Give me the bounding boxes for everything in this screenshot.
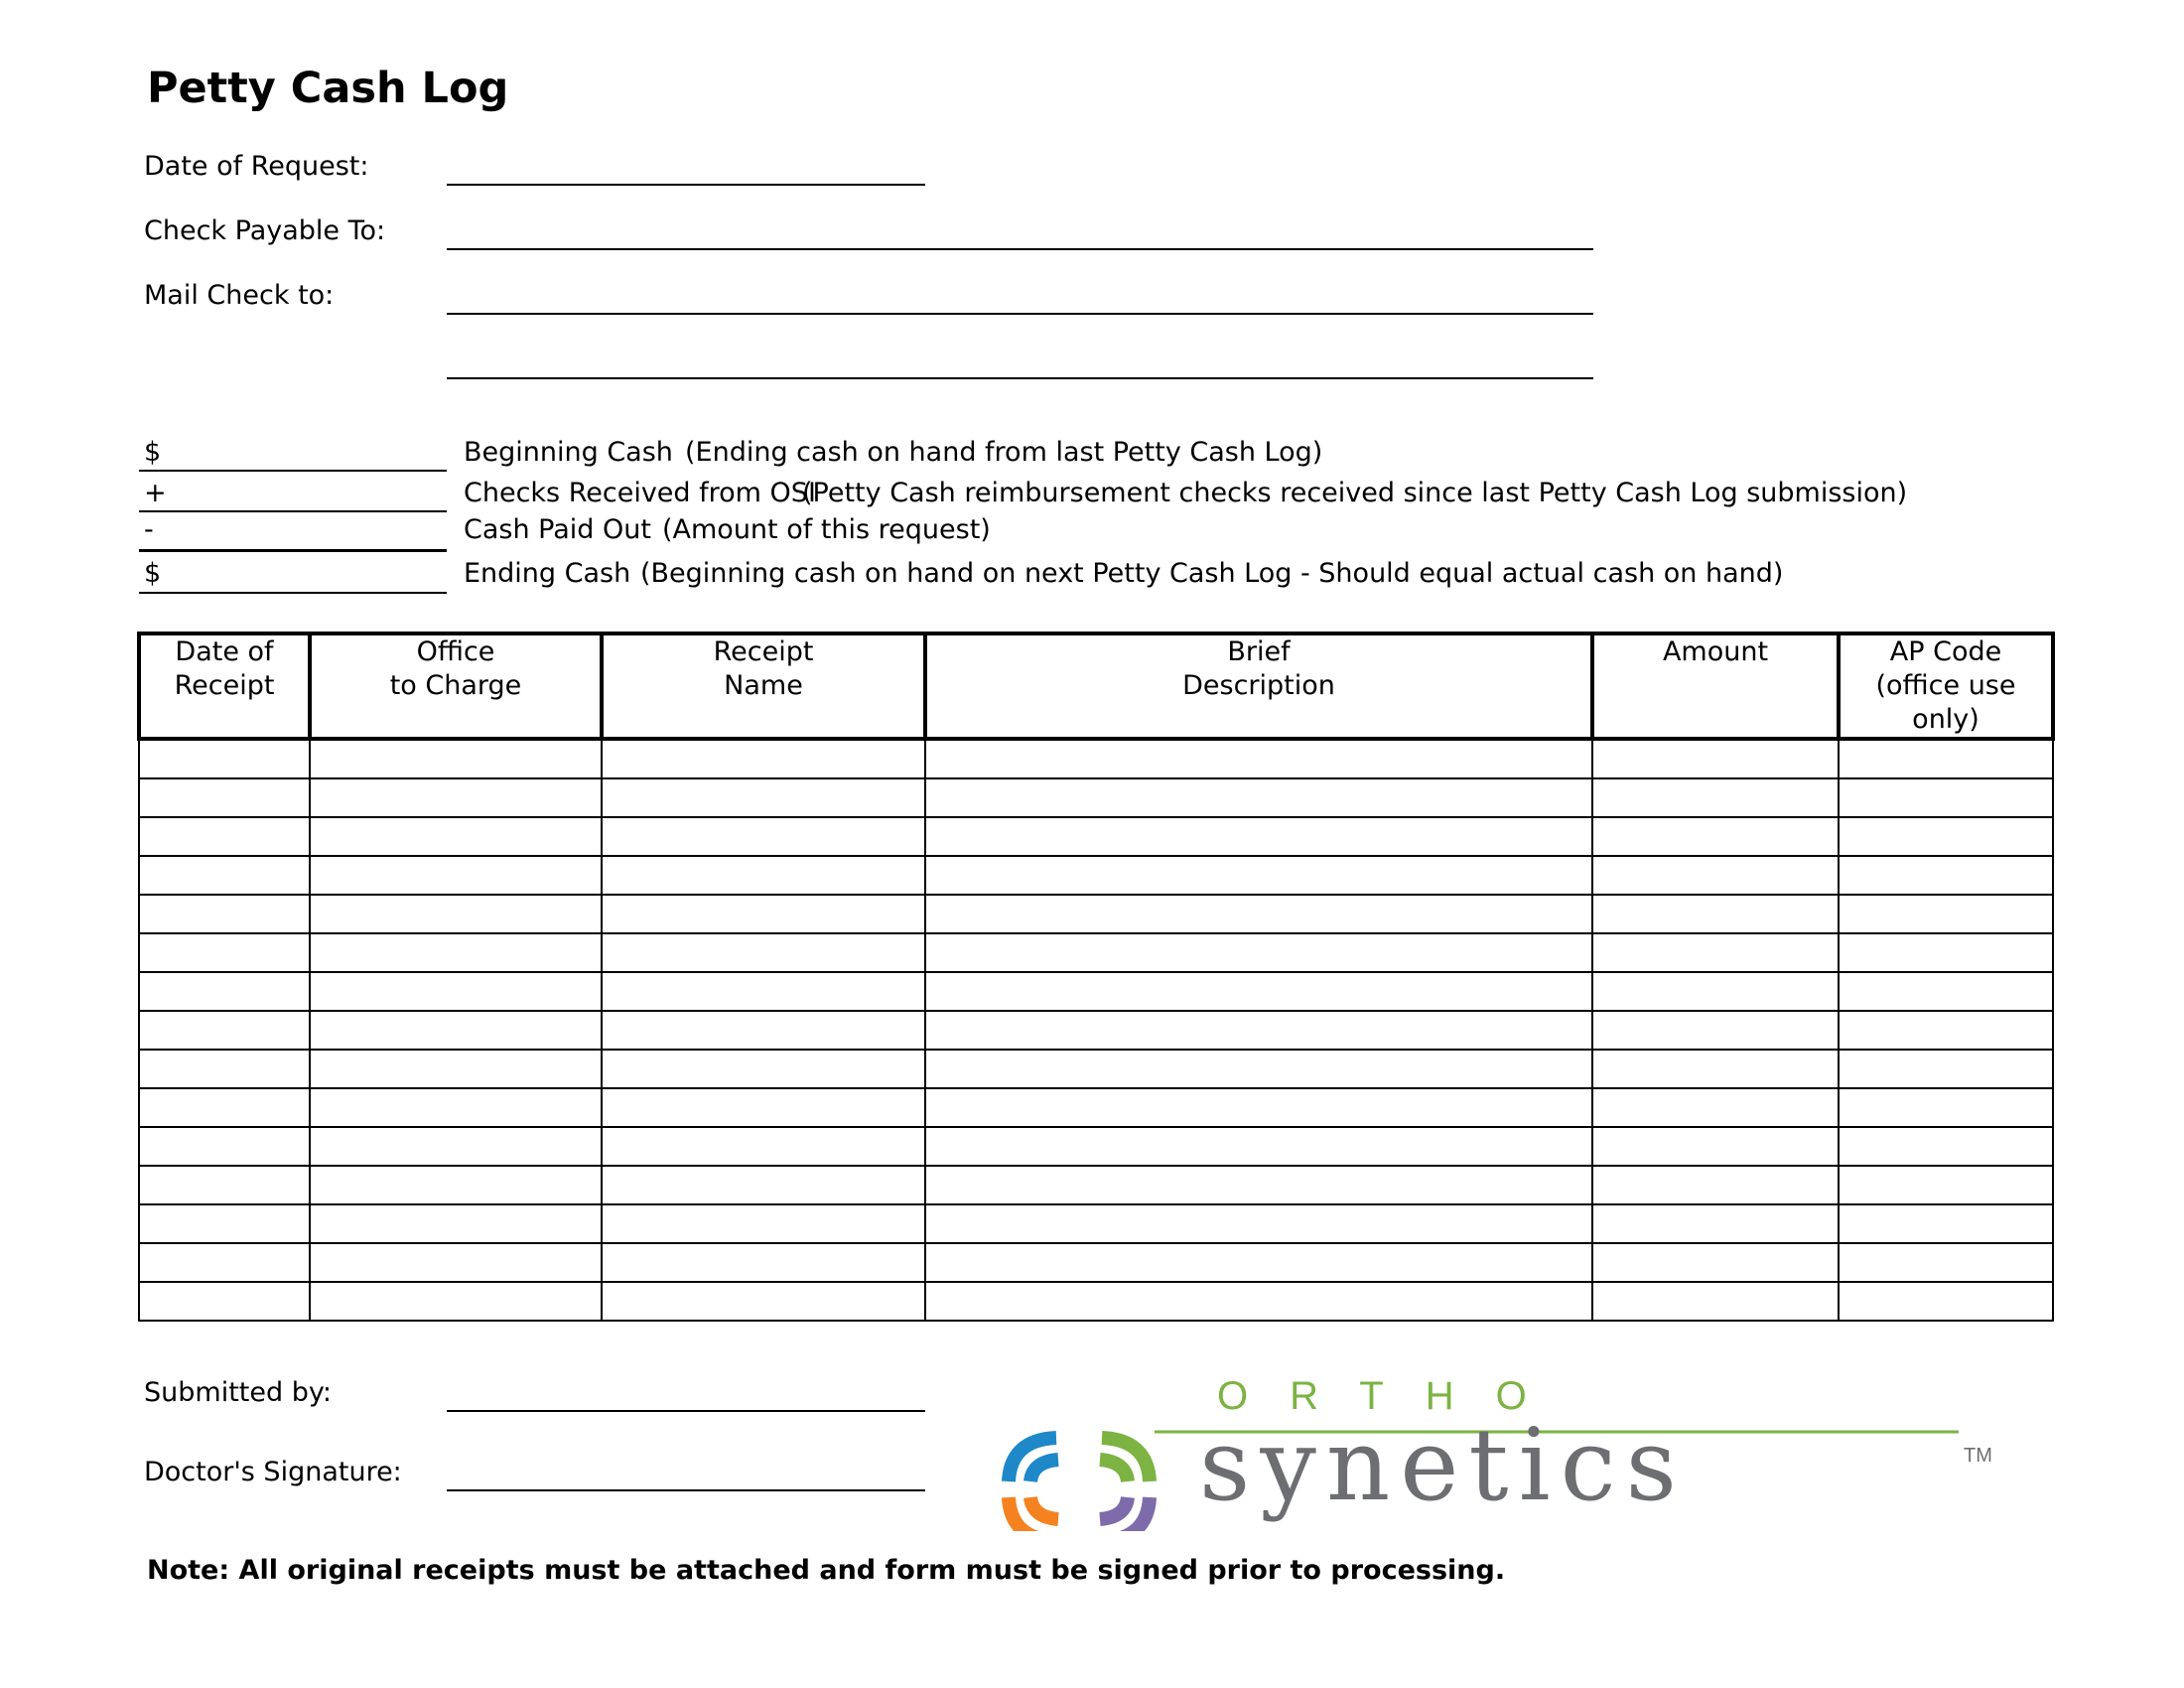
date-of-request-label: Date of Request:	[144, 151, 369, 182]
cell-ap-code[interactable]	[1839, 1166, 2053, 1204]
cell-receipt-name[interactable]	[602, 1204, 925, 1243]
column-header-amount: Amount	[1592, 633, 1839, 739]
cell-receipt-name[interactable]	[602, 1166, 925, 1204]
mail-check-to-field-line-2[interactable]	[447, 377, 1593, 379]
cell-amount[interactable]	[1592, 972, 1839, 1011]
petty-cash-table	[137, 632, 2055, 1322]
column-header-ap-code: AP Code (office use only)	[1839, 633, 2053, 739]
summary-symbol: +	[144, 478, 167, 508]
logo-mark	[1009, 1438, 1150, 1531]
table-row	[139, 778, 2053, 817]
cell-ap-code[interactable]	[1839, 817, 2053, 856]
cell-amount[interactable]	[1592, 1282, 1839, 1321]
cell-office-to-charge[interactable]	[310, 1204, 602, 1243]
cell-brief-description[interactable]	[925, 1282, 1592, 1321]
table-row	[139, 895, 2053, 933]
cell-ap-code[interactable]	[1839, 856, 2053, 895]
summary-note: (Amount of this request)	[662, 514, 991, 545]
cell-date-of-receipt[interactable]	[139, 895, 310, 933]
cell-ap-code[interactable]	[1839, 1204, 2053, 1243]
cell-receipt-name[interactable]	[602, 1243, 925, 1282]
table-row	[139, 1011, 2053, 1050]
cell-amount[interactable]	[1592, 856, 1839, 895]
cell-receipt-name[interactable]	[602, 856, 925, 895]
cell-brief-description[interactable]	[925, 1243, 1592, 1282]
cell-brief-description[interactable]	[925, 1204, 1592, 1243]
table-row	[139, 817, 2053, 856]
mail-check-to-field[interactable]	[447, 313, 1593, 315]
cell-brief-description[interactable]	[925, 972, 1592, 1011]
cell-brief-description[interactable]	[925, 817, 1592, 856]
date-of-request-field[interactable]	[447, 184, 925, 186]
table-row	[139, 1127, 2053, 1166]
cell-receipt-name[interactable]	[602, 1011, 925, 1050]
column-header-brief-description: Brief Description	[925, 633, 1592, 739]
cell-date-of-receipt[interactable]	[139, 1088, 310, 1127]
cell-office-to-charge[interactable]	[310, 778, 602, 817]
table-row	[139, 1050, 2053, 1088]
cell-date-of-receipt[interactable]	[139, 1050, 310, 1088]
cell-date-of-receipt[interactable]	[139, 778, 310, 817]
summary-note: (Ending cash on hand from last Petty Cash Log)	[685, 437, 1323, 468]
submitted-by-label: Submitted by:	[144, 1377, 332, 1408]
cell-office-to-charge[interactable]	[310, 1011, 602, 1050]
cell-office-to-charge[interactable]	[310, 1127, 602, 1166]
doctors-signature-field[interactable]	[447, 1489, 925, 1491]
cell-date-of-receipt[interactable]	[139, 972, 310, 1011]
table-row	[139, 933, 2053, 972]
beginning-cash-field[interactable]	[139, 470, 447, 472]
cell-ap-code[interactable]	[1839, 972, 2053, 1011]
mail-check-to-label: Mail Check to:	[144, 280, 335, 311]
cell-date-of-receipt[interactable]	[139, 933, 310, 972]
ending-cash-field[interactable]	[139, 592, 447, 594]
cell-office-to-charge[interactable]	[310, 972, 602, 1011]
summary-label: Ending Cash	[464, 558, 631, 589]
table-row	[139, 856, 2053, 895]
cell-amount[interactable]	[1592, 895, 1839, 933]
column-header-office-to-charge: Office to Charge	[310, 633, 602, 739]
logo-trademark: TM	[1964, 1445, 1992, 1467]
cell-office-to-charge[interactable]	[310, 1166, 602, 1204]
cell-receipt-name[interactable]	[602, 933, 925, 972]
cell-office-to-charge[interactable]	[310, 933, 602, 972]
cell-ap-code[interactable]	[1839, 1088, 2053, 1127]
summary-label: Checks Received from OSI	[464, 478, 816, 508]
cell-amount[interactable]	[1592, 1127, 1839, 1166]
cell-amount[interactable]	[1592, 1166, 1839, 1204]
cell-ap-code[interactable]	[1839, 1243, 2053, 1282]
cell-ap-code[interactable]	[1839, 933, 2053, 972]
check-payable-to-label: Check Payable To:	[144, 215, 386, 246]
cell-receipt-name[interactable]	[602, 972, 925, 1011]
table-row	[139, 972, 2053, 1011]
page-title: Petty Cash Log	[147, 64, 509, 113]
cell-amount[interactable]	[1592, 817, 1839, 856]
cell-brief-description[interactable]	[925, 778, 1592, 817]
column-header-receipt-name: Receipt Name	[602, 633, 925, 739]
cell-ap-code[interactable]	[1839, 1011, 2053, 1050]
cell-receipt-name[interactable]	[602, 1282, 925, 1321]
cell-ap-code[interactable]	[1839, 778, 2053, 817]
cell-amount[interactable]	[1592, 778, 1839, 817]
cell-date-of-receipt[interactable]	[139, 739, 310, 778]
cell-amount[interactable]	[1592, 1243, 1839, 1282]
table-row	[139, 1282, 2053, 1321]
summary-symbol: -	[144, 514, 154, 545]
cell-date-of-receipt[interactable]	[139, 1243, 310, 1282]
cell-date-of-receipt[interactable]	[139, 1127, 310, 1166]
cell-office-to-charge[interactable]	[310, 1282, 602, 1321]
submitted-by-field[interactable]	[447, 1410, 925, 1412]
logo-ortho-text: ORTHO	[1217, 1374, 1569, 1418]
cell-receipt-name[interactable]	[602, 1127, 925, 1166]
cell-brief-description[interactable]	[925, 1127, 1592, 1166]
summary-note: (Petty Cash reimbursement checks received since last Petty Cash Log submission)	[802, 478, 1908, 508]
check-payable-to-field[interactable]	[447, 248, 1593, 250]
cell-date-of-receipt[interactable]	[139, 856, 310, 895]
ortho-synetics-logo	[1001, 1352, 1993, 1531]
table-row	[139, 739, 2053, 778]
cell-brief-description[interactable]	[925, 1166, 1592, 1204]
cell-amount[interactable]	[1592, 739, 1839, 778]
summary-symbol: $	[144, 437, 162, 468]
cell-date-of-receipt[interactable]	[139, 1166, 310, 1204]
cell-receipt-name[interactable]	[602, 739, 925, 778]
cell-office-to-charge[interactable]	[310, 1050, 602, 1088]
cell-office-to-charge[interactable]	[310, 895, 602, 933]
cell-receipt-name[interactable]	[602, 817, 925, 856]
cell-office-to-charge[interactable]	[310, 1243, 602, 1282]
cell-brief-description[interactable]	[925, 739, 1592, 778]
summary-symbol: $	[144, 558, 162, 589]
cell-brief-description[interactable]	[925, 1088, 1592, 1127]
cell-amount[interactable]	[1592, 933, 1839, 972]
cell-ap-code[interactable]	[1839, 1282, 2053, 1321]
checks-received-field[interactable]	[139, 510, 447, 512]
cell-receipt-name[interactable]	[602, 1050, 925, 1088]
doctors-signature-label: Doctor's Signature:	[144, 1457, 402, 1487]
cell-date-of-receipt[interactable]	[139, 817, 310, 856]
cell-brief-description[interactable]	[925, 856, 1592, 895]
cell-receipt-name[interactable]	[602, 778, 925, 817]
column-header-date-of-receipt: Date of Receipt	[139, 633, 310, 739]
table-row	[139, 1204, 2053, 1243]
table-header-row	[139, 633, 2053, 739]
cash-paid-out-field[interactable]	[139, 549, 447, 552]
table-row	[139, 1243, 2053, 1282]
summary-note: (Beginning cash on hand on next Petty Cash Log - Should equal actual cash on hand)	[640, 558, 1784, 589]
cell-amount[interactable]	[1592, 1204, 1839, 1243]
cell-office-to-charge[interactable]	[310, 1088, 602, 1127]
cell-brief-description[interactable]	[925, 1011, 1592, 1050]
summary-label: Beginning Cash	[464, 437, 673, 468]
cell-amount[interactable]	[1592, 1011, 1839, 1050]
cell-office-to-charge[interactable]	[310, 856, 602, 895]
cell-brief-description[interactable]	[925, 895, 1592, 933]
cell-ap-code[interactable]	[1839, 895, 2053, 933]
cell-date-of-receipt[interactable]	[139, 1282, 310, 1321]
cell-date-of-receipt[interactable]	[139, 1011, 310, 1050]
logo-synetics-text: synetics	[1199, 1407, 1687, 1523]
cell-brief-description[interactable]	[925, 933, 1592, 972]
summary-label: Cash Paid Out	[464, 514, 651, 545]
cell-amount[interactable]	[1592, 1050, 1839, 1088]
cell-ap-code[interactable]	[1839, 1127, 2053, 1166]
cell-ap-code[interactable]	[1839, 1050, 2053, 1088]
cell-date-of-receipt[interactable]	[139, 1204, 310, 1243]
cell-office-to-charge[interactable]	[310, 739, 602, 778]
cell-receipt-name[interactable]	[602, 895, 925, 933]
cell-brief-description[interactable]	[925, 1050, 1592, 1088]
table-row	[139, 1166, 2053, 1204]
cell-office-to-charge[interactable]	[310, 817, 602, 856]
cell-receipt-name[interactable]	[602, 1088, 925, 1127]
table-row	[139, 1088, 2053, 1127]
cell-ap-code[interactable]	[1839, 739, 2053, 778]
cell-amount[interactable]	[1592, 1088, 1839, 1127]
processing-note: Note: All original receipts must be attached and form must be signed prior to processing.	[147, 1555, 1506, 1586]
